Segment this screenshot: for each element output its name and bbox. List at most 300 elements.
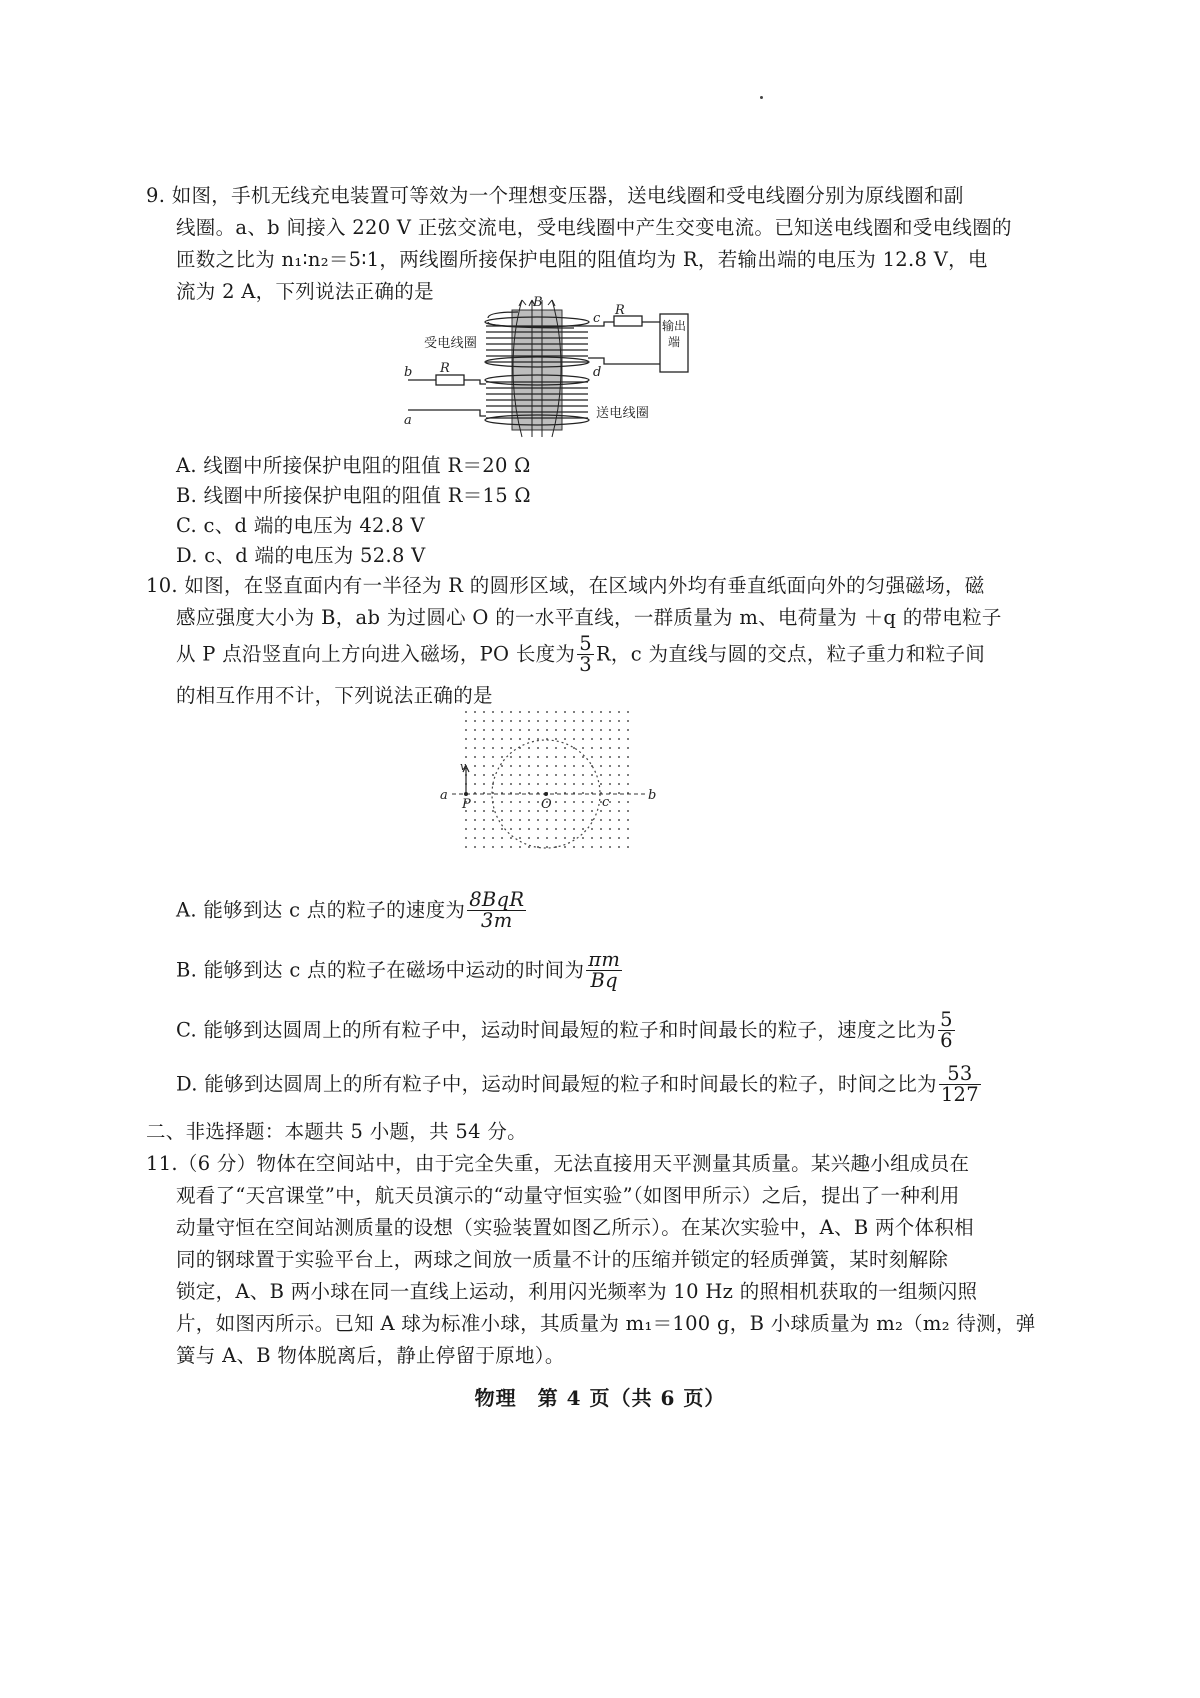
field-dot bbox=[573, 747, 575, 749]
q10-option-d-num: 53 bbox=[939, 1064, 981, 1085]
field-dot bbox=[492, 837, 494, 839]
field-dot bbox=[600, 819, 602, 821]
field-dot bbox=[537, 783, 539, 785]
field-dot bbox=[510, 738, 512, 740]
q11-line-6: 片，如图丙所示。已知 A 球为标准小球，其质量为 m₁＝100 g，B 小球质量为 m₂（m₂ 待测，弹 bbox=[176, 1312, 1036, 1335]
field-dot bbox=[609, 720, 611, 722]
field-dot bbox=[501, 801, 503, 803]
field-dot bbox=[519, 846, 521, 848]
q10-option-d-fraction bbox=[939, 1064, 981, 1106]
field-dot bbox=[555, 729, 557, 731]
field-dot bbox=[609, 783, 611, 785]
field-dot bbox=[627, 729, 629, 731]
field-dot bbox=[609, 729, 611, 731]
field-dot bbox=[501, 846, 503, 848]
q10-label-a: a bbox=[440, 788, 448, 803]
field-dot bbox=[618, 729, 620, 731]
q10-option-c-den: 6 bbox=[940, 1029, 953, 1053]
q10-line-3-pre: 从 P 点沿竖直向上方向进入磁场，PO 长度为 bbox=[176, 642, 576, 666]
field-dot bbox=[474, 783, 476, 785]
field-dot bbox=[474, 846, 476, 848]
field-dot bbox=[555, 819, 557, 821]
q10-po-frac-den: 3 bbox=[579, 653, 592, 677]
q9-line-2: 线圈。a、b 间接入 220 V 正弦交流电，受电线圈中产生交变电流。已知送电线圈和受电线圈的 bbox=[176, 216, 1012, 239]
q9-option-a: A. 线圈中所接保护电阻的阻值 R＝20 Ω bbox=[176, 454, 531, 477]
field-dot bbox=[627, 801, 629, 803]
field-dot bbox=[573, 720, 575, 722]
field-dot bbox=[537, 828, 539, 830]
field-dot bbox=[465, 738, 467, 740]
q10-po-frac-num: 5 bbox=[579, 632, 592, 655]
field-dot bbox=[555, 801, 557, 803]
field-dot bbox=[519, 765, 521, 767]
field-dot bbox=[582, 783, 584, 785]
field-dot bbox=[564, 801, 566, 803]
field-dot bbox=[501, 738, 503, 740]
field-dot bbox=[609, 810, 611, 812]
field-dot bbox=[591, 720, 593, 722]
field-dot bbox=[483, 720, 485, 722]
q9-label-B: B bbox=[533, 295, 543, 310]
q10-line-3 bbox=[176, 634, 985, 676]
field-dot bbox=[582, 801, 584, 803]
field-dot bbox=[609, 756, 611, 758]
field-dot bbox=[582, 738, 584, 740]
field-dot bbox=[483, 765, 485, 767]
field-dot bbox=[483, 738, 485, 740]
field-dot bbox=[600, 720, 602, 722]
field-dot bbox=[573, 711, 575, 713]
field-dot bbox=[627, 711, 629, 713]
field-dot bbox=[591, 747, 593, 749]
field-dot bbox=[474, 810, 476, 812]
field-dot bbox=[501, 828, 503, 830]
q10-line-2: 感应强度大小为 B，ab 为过圆心 O 的一水平直线，一群质量为 m、电荷量为 ＋q 的带电粒子 bbox=[176, 606, 1002, 629]
field-dot bbox=[591, 711, 593, 713]
field-dot bbox=[627, 819, 629, 821]
field-dot bbox=[546, 774, 548, 776]
field-dot bbox=[510, 756, 512, 758]
field-dot bbox=[510, 846, 512, 848]
field-dot bbox=[573, 738, 575, 740]
field-dot bbox=[537, 756, 539, 758]
field-dot bbox=[510, 774, 512, 776]
field-dot bbox=[465, 711, 467, 713]
scan-speck bbox=[760, 96, 763, 99]
field-dot bbox=[483, 828, 485, 830]
field-dot bbox=[618, 756, 620, 758]
field-dot bbox=[519, 729, 521, 731]
field-dot bbox=[627, 837, 629, 839]
field-dot bbox=[483, 711, 485, 713]
section-2-heading: 二、非选择题：本题共 5 小题，共 54 分。 bbox=[146, 1120, 527, 1143]
field-dot bbox=[519, 774, 521, 776]
field-dot bbox=[528, 810, 530, 812]
field-dot bbox=[609, 837, 611, 839]
field-dot bbox=[618, 837, 620, 839]
field-dot bbox=[546, 747, 548, 749]
field-dot bbox=[618, 774, 620, 776]
field-dot bbox=[465, 729, 467, 731]
q9-label-b: b bbox=[404, 365, 413, 380]
field-dot bbox=[627, 774, 629, 776]
field-dot bbox=[573, 819, 575, 821]
q10-option-a-fraction bbox=[467, 890, 526, 932]
field-dot bbox=[573, 846, 575, 848]
field-dot bbox=[528, 747, 530, 749]
field-dot bbox=[564, 819, 566, 821]
field-dot bbox=[501, 810, 503, 812]
field-dot bbox=[582, 729, 584, 731]
field-dot bbox=[582, 792, 584, 794]
field-dot bbox=[627, 765, 629, 767]
field-dot bbox=[465, 837, 467, 839]
field-dot bbox=[465, 828, 467, 830]
field-dot bbox=[528, 783, 530, 785]
field-dot bbox=[519, 711, 521, 713]
field-dot bbox=[600, 765, 602, 767]
field-dot bbox=[609, 738, 611, 740]
q11-line-7: 簧与 A、B 物体脱离后，静止停留于原地）。 bbox=[176, 1344, 565, 1367]
field-dot bbox=[474, 720, 476, 722]
field-dot bbox=[573, 729, 575, 731]
field-dot bbox=[591, 819, 593, 821]
field-dot bbox=[528, 711, 530, 713]
field-dot bbox=[501, 774, 503, 776]
field-dot bbox=[528, 801, 530, 803]
field-dot bbox=[528, 756, 530, 758]
field-dot bbox=[519, 792, 521, 794]
field-dot bbox=[519, 837, 521, 839]
field-dot bbox=[474, 774, 476, 776]
field-dot bbox=[474, 711, 476, 713]
field-dot bbox=[555, 828, 557, 830]
field-dot bbox=[546, 828, 548, 830]
field-dot bbox=[519, 828, 521, 830]
field-dot bbox=[573, 810, 575, 812]
field-dot bbox=[510, 711, 512, 713]
field-dot bbox=[528, 765, 530, 767]
field-dot bbox=[600, 837, 602, 839]
q10-option-a bbox=[176, 890, 528, 932]
q10-line-3-post: R，c 为直线与圆的交点，粒子重力和粒子间 bbox=[595, 642, 986, 666]
field-dot bbox=[546, 846, 548, 848]
field-dot bbox=[564, 774, 566, 776]
q10-option-c-num: 5 bbox=[940, 1008, 953, 1031]
field-dot bbox=[609, 801, 611, 803]
field-dot bbox=[573, 765, 575, 767]
field-dot bbox=[483, 747, 485, 749]
q9-line-1: 9. 如图，手机无线充电装置可等效为一个理想变压器，送电线圈和受电线圈分别为原线圈和副 bbox=[146, 184, 964, 207]
q10-label-b: b bbox=[648, 788, 657, 803]
field-dot bbox=[573, 774, 575, 776]
field-dot bbox=[537, 810, 539, 812]
field-dot bbox=[591, 837, 593, 839]
q11-line-2: 观看了“天宫课堂”中，航天员演示的“动量守恒实验”（如图甲所示）之后，提出了一种利用 bbox=[176, 1184, 960, 1207]
q10-option-b-fraction bbox=[586, 950, 622, 992]
field-dot bbox=[483, 837, 485, 839]
q10-option-d-den: 127 bbox=[940, 1083, 979, 1107]
field-dot bbox=[564, 729, 566, 731]
field-dot bbox=[582, 810, 584, 812]
field-dot bbox=[600, 756, 602, 758]
field-dot bbox=[483, 810, 485, 812]
field-dot bbox=[573, 801, 575, 803]
field-dot bbox=[627, 846, 629, 848]
field-dot bbox=[510, 828, 512, 830]
field-dot bbox=[555, 837, 557, 839]
field-dot bbox=[537, 720, 539, 722]
q9-receive-coil-label: 受电线圈 bbox=[424, 336, 478, 351]
field-dot bbox=[618, 846, 620, 848]
q10-line-1: 10. 如图，在竖直面内有一半径为 R 的圆形区域，在区域内外均有垂直纸面向外的匀强磁场，磁 bbox=[146, 574, 985, 597]
field-dot bbox=[600, 729, 602, 731]
field-dot bbox=[609, 819, 611, 821]
field-dot bbox=[573, 756, 575, 758]
field-dot bbox=[501, 783, 503, 785]
field-dot bbox=[465, 720, 467, 722]
field-dot bbox=[546, 711, 548, 713]
field-dot-grid bbox=[465, 711, 629, 848]
q9-label-a: a bbox=[404, 413, 412, 428]
field-dot bbox=[510, 810, 512, 812]
field-dot bbox=[600, 738, 602, 740]
field-dot bbox=[564, 711, 566, 713]
field-dot bbox=[537, 747, 539, 749]
field-dot bbox=[546, 819, 548, 821]
field-dot bbox=[501, 756, 503, 758]
field-dot bbox=[582, 756, 584, 758]
field-dot bbox=[474, 729, 476, 731]
field-dot bbox=[591, 801, 593, 803]
field-dot bbox=[474, 765, 476, 767]
field-dot bbox=[600, 783, 602, 785]
field-dot bbox=[591, 774, 593, 776]
field-dot bbox=[465, 819, 467, 821]
q10-option-a-text: A. 能够到达 c 点的粒子的速度为 bbox=[176, 898, 466, 922]
field-dot bbox=[510, 720, 512, 722]
field-dot bbox=[501, 765, 503, 767]
field-dot bbox=[519, 810, 521, 812]
field-dot bbox=[564, 747, 566, 749]
field-dot bbox=[564, 765, 566, 767]
field-dot bbox=[582, 837, 584, 839]
field-dot bbox=[582, 711, 584, 713]
field-dot bbox=[474, 837, 476, 839]
field-dot bbox=[528, 846, 530, 848]
field-dot bbox=[600, 810, 602, 812]
field-dot bbox=[627, 783, 629, 785]
field-dot bbox=[618, 792, 620, 794]
field-dot bbox=[519, 756, 521, 758]
field-dot bbox=[483, 801, 485, 803]
q10-option-c-fraction bbox=[938, 1010, 955, 1052]
field-dot bbox=[528, 738, 530, 740]
field-dot bbox=[600, 711, 602, 713]
field-dot bbox=[618, 810, 620, 812]
field-dot bbox=[546, 783, 548, 785]
q10-option-a-num: 8BqR bbox=[469, 888, 525, 911]
field-dot bbox=[537, 774, 539, 776]
field-dot bbox=[555, 756, 557, 758]
field-dot bbox=[591, 828, 593, 830]
field-dot bbox=[474, 747, 476, 749]
field-dot bbox=[474, 756, 476, 758]
field-dot bbox=[609, 774, 611, 776]
q10-label-P: P bbox=[462, 797, 471, 812]
field-dot bbox=[600, 828, 602, 830]
field-dot bbox=[492, 810, 494, 812]
field-dot bbox=[510, 765, 512, 767]
field-dot bbox=[519, 819, 521, 821]
q9-output-box-label: 输出端 bbox=[661, 319, 686, 349]
q10-line-4: 的相互作用不计，下列说法正确的是 bbox=[176, 684, 493, 707]
field-dot bbox=[519, 720, 521, 722]
field-dot bbox=[582, 774, 584, 776]
q11-line-5: 锁定，A、B 两小球在同一直线上运动，利用闪光频率为 10 Hz 的照相机获取的一组频闪照 bbox=[176, 1280, 978, 1303]
field-dot bbox=[537, 711, 539, 713]
field-dot bbox=[546, 720, 548, 722]
q10-label-c: c bbox=[602, 795, 610, 810]
field-dot bbox=[564, 837, 566, 839]
field-dot bbox=[564, 783, 566, 785]
field-dot bbox=[618, 765, 620, 767]
field-dot bbox=[465, 747, 467, 749]
field-dot bbox=[492, 774, 494, 776]
q10-label-v: v bbox=[460, 760, 467, 773]
field-dot bbox=[483, 846, 485, 848]
field-dot bbox=[555, 711, 557, 713]
field-dot bbox=[510, 783, 512, 785]
field-dot bbox=[591, 846, 593, 848]
field-dot bbox=[627, 828, 629, 830]
field-dot bbox=[537, 738, 539, 740]
field-dot bbox=[492, 711, 494, 713]
field-dot bbox=[501, 819, 503, 821]
field-dot bbox=[591, 729, 593, 731]
field-dot bbox=[546, 756, 548, 758]
q9-line-3: 匝数之比为 n₁∶n₂＝5∶1，两线圈所接保护电阻的阻值均为 R，若输出端的电压为 12.8 V，电 bbox=[176, 248, 988, 271]
field-dot bbox=[537, 837, 539, 839]
field-dot bbox=[528, 837, 530, 839]
field-dot bbox=[555, 720, 557, 722]
field-dot bbox=[528, 819, 530, 821]
q11-line-1: 11.（6 分）物体在空间站中，由于完全失重，无法直接用天平测量其质量。某兴趣小组成员在 bbox=[146, 1152, 970, 1175]
q11-line-3: 动量守恒在空间站测质量的设想（实验装置如图乙所示）。在某次实验中，A、B 两个体积相 bbox=[176, 1216, 974, 1239]
field-dot bbox=[591, 738, 593, 740]
field-dot bbox=[591, 810, 593, 812]
field-dot bbox=[618, 720, 620, 722]
field-dot bbox=[564, 738, 566, 740]
field-dot bbox=[555, 738, 557, 740]
field-dot bbox=[618, 828, 620, 830]
q10-magnetic-field-figure bbox=[436, 706, 666, 856]
field-dot bbox=[555, 783, 557, 785]
field-dot bbox=[555, 810, 557, 812]
field-dot bbox=[483, 774, 485, 776]
field-dot bbox=[510, 801, 512, 803]
q10-option-c bbox=[176, 1010, 957, 1052]
field-dot bbox=[501, 720, 503, 722]
q10-option-b-text: B. 能够到达 c 点的粒子在磁场中运动的时间为 bbox=[176, 958, 585, 982]
field-dot bbox=[492, 720, 494, 722]
field-dot bbox=[573, 837, 575, 839]
field-dot bbox=[627, 756, 629, 758]
field-dot bbox=[582, 828, 584, 830]
field-dot bbox=[510, 729, 512, 731]
q9-option-c: C. c、d 端的电压为 42.8 V bbox=[176, 514, 425, 537]
field-dot bbox=[582, 747, 584, 749]
field-dot bbox=[600, 774, 602, 776]
field-dot bbox=[483, 729, 485, 731]
field-dot bbox=[591, 756, 593, 758]
field-dot bbox=[501, 729, 503, 731]
field-dot bbox=[465, 846, 467, 848]
field-dot bbox=[492, 765, 494, 767]
field-dot bbox=[501, 747, 503, 749]
field-dot bbox=[582, 765, 584, 767]
field-dot bbox=[582, 846, 584, 848]
field-dot bbox=[609, 765, 611, 767]
field-dot bbox=[618, 747, 620, 749]
field-dot bbox=[627, 810, 629, 812]
field-dot bbox=[609, 828, 611, 830]
field-dot bbox=[564, 720, 566, 722]
field-dot bbox=[555, 774, 557, 776]
field-dot bbox=[555, 765, 557, 767]
field-dot bbox=[537, 801, 539, 803]
field-dot bbox=[627, 738, 629, 740]
q10-po-fraction bbox=[577, 634, 594, 676]
q9-option-b: B. 线圈中所接保护电阻的阻值 R＝15 Ω bbox=[176, 484, 531, 507]
field-dot bbox=[528, 720, 530, 722]
field-dot bbox=[609, 711, 611, 713]
field-dot bbox=[618, 738, 620, 740]
q9-label-c: c bbox=[593, 311, 601, 326]
field-dot bbox=[537, 819, 539, 821]
field-dot bbox=[492, 756, 494, 758]
q10-option-b bbox=[176, 950, 624, 992]
field-dot bbox=[465, 756, 467, 758]
field-dot bbox=[519, 783, 521, 785]
field-dot bbox=[510, 837, 512, 839]
q9-option-d: D. c、d 端的电压为 52.8 V bbox=[176, 544, 426, 567]
field-dot bbox=[483, 819, 485, 821]
field-dot bbox=[492, 729, 494, 731]
q9-line-4: 流为 2 A，下列说法正确的是 bbox=[176, 280, 434, 303]
field-dot bbox=[510, 747, 512, 749]
field-dot bbox=[609, 846, 611, 848]
field-dot bbox=[528, 774, 530, 776]
field-dot bbox=[492, 846, 494, 848]
field-dot bbox=[555, 792, 557, 794]
field-dot bbox=[537, 846, 539, 848]
field-dot bbox=[546, 765, 548, 767]
field-dot bbox=[564, 846, 566, 848]
field-dot bbox=[573, 828, 575, 830]
field-dot bbox=[600, 747, 602, 749]
page-footer: 物理 第 4 页（共 6 页） bbox=[474, 1386, 726, 1410]
field-dot bbox=[582, 819, 584, 821]
q10-option-a-den: 3m bbox=[481, 909, 513, 933]
field-dot bbox=[618, 783, 620, 785]
field-dot bbox=[582, 720, 584, 722]
field-dot bbox=[474, 828, 476, 830]
field-dot bbox=[573, 783, 575, 785]
field-dot bbox=[474, 738, 476, 740]
field-dot bbox=[483, 783, 485, 785]
field-dot bbox=[474, 819, 476, 821]
